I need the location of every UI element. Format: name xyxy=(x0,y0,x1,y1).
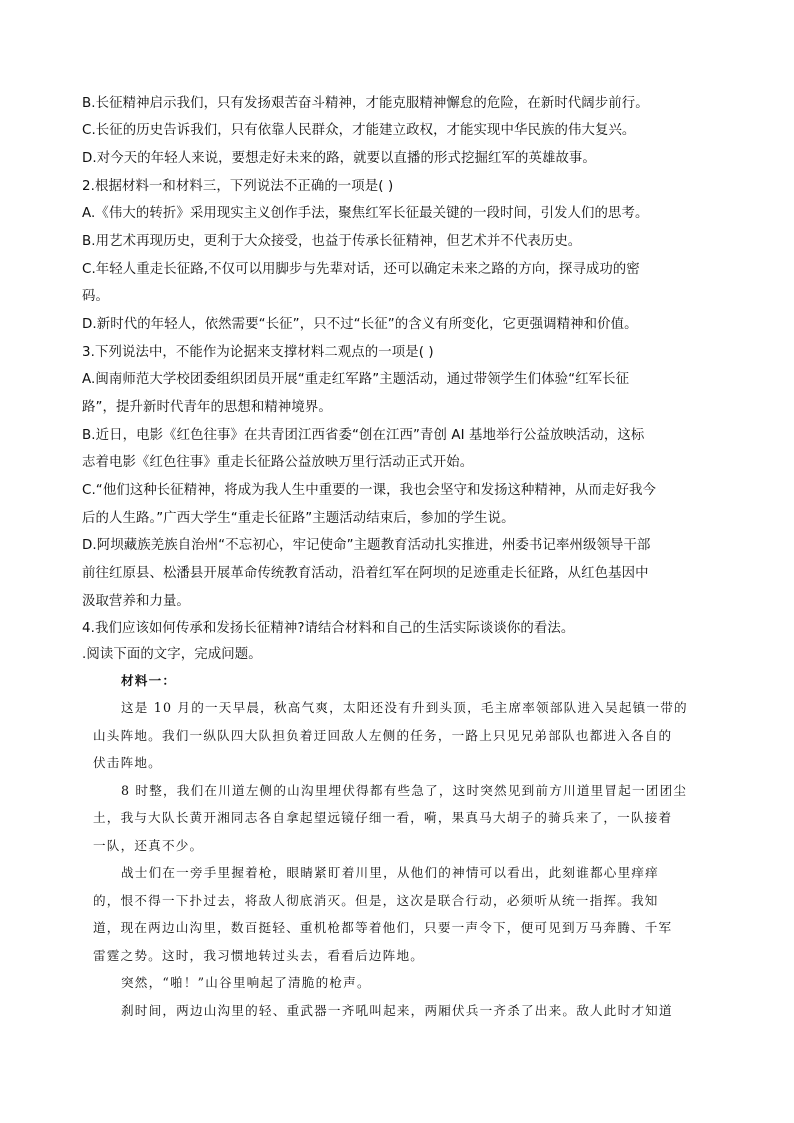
passage-p2-line2: 土，我与大队长黄开湘同志各自拿起望远镜仔细一看，嗬，果真马大胡子的骑兵来了，一队接着 xyxy=(93,810,673,825)
q1-option-d: D.对今天的年轻人来说，要想走好未来的路，就要以直播的形式挖掘红军的英雄故事。 xyxy=(82,151,596,166)
passage-p2-line3: 一队，还真不少。 xyxy=(93,838,204,853)
q1-option-c: C.长征的历史告诉我们，只有依靠人民群众，才能建立政权，才能实现中华民族的伟大复兴。 xyxy=(82,123,636,138)
q3-option-c-line1: C.“他们这种长征精神，将成为我人生中重要的一课，我也会坚守和发扬这种精神，从而走好我今 xyxy=(82,483,656,498)
q4-stem: 4.我们应该如何传承和发扬长征精神?请结合材料和自己的生活实际谈谈你的看法。 xyxy=(82,621,575,636)
q2-stem: 2.根据材料一和材料三，下列说法不正确的一项是( ) xyxy=(82,179,394,194)
passage-p3-line3: 道，现在两边山沟里，数百挺轻、重机枪都等着他们，只要一声令下，便可见到万马奔腾、千军 xyxy=(93,920,673,935)
q3-option-a-line2: 路”，提升新时代青年的思想和精神境界。 xyxy=(82,400,332,415)
q2-option-a: A.《伟大的转折》采用现实主义创作手法，聚焦红军长征最关键的一段时间，引发人们的思考。 xyxy=(82,206,649,221)
q3-option-c-line2: 后的人生路。”广西大学生“重走长征路”主题活动结束后，参加的学生说。 xyxy=(82,511,515,526)
q2-option-b: B.用艺术再现历史，更利于大众接受，也益于传承长征精神，但艺术并不代表历史。 xyxy=(82,234,582,249)
passage-p1-line2: 山头阵地。我们一纵队四大队担负着迂回敌人左侧的任务，一路上只见兄弟部队也都进入各自的 xyxy=(93,728,673,743)
passage-p1-line3: 伏击阵地。 xyxy=(93,755,162,770)
passage-p3-line1: 战士们在一旁手里握着枪，眼睛紧盯着川里，从他们的神情可以看出，此刻谁都心里痒痒 xyxy=(121,865,659,880)
q2-option-d: D.新时代的年轻人，依然需要“长征”，只不过“长征”的含义有所变化，它更强调精神和价值。 xyxy=(82,317,638,332)
q2-option-c-line1: C.年轻人重走长征路,不仅可以用脚步与先辈对话，还可以确定未来之路的方向，探寻成功的密 xyxy=(82,262,640,277)
q3-option-b-line1: B.近日，电影《红色往事》在共青团江西省委“创在江西”青创 AI 基地举行公益放映活动，这标 xyxy=(82,428,645,443)
reading-intro: .阅读下面的文字，完成问题。 xyxy=(82,647,262,662)
q3-stem: 3.下列说法中，不能作为论据来支撑材料二观点的一项是( ) xyxy=(82,345,434,360)
passage-p2-line1: 8 时整，我们在川道左侧的山沟里埋伏得都有些急了，这时突然见到前方川道里冒起一团团尘 xyxy=(121,783,688,798)
passage-p4: 突然，“啪！”山谷里响起了清脆的枪声。 xyxy=(121,975,371,990)
q3-option-a-line1: A.闽南师范大学校团委组织团员开展“重走红军路”主题活动，通过带领学生们体验“红军长征 xyxy=(82,372,630,387)
passage-p5-line1: 刹时间，两边山沟里的轻、重武器一齐吼叫起来，两厢伏兵一齐杀了出来。敌人此时才知道 xyxy=(121,1003,673,1018)
material-title: 材料一： xyxy=(121,673,177,688)
q3-option-d-line1: D.阿坝藏族羌族自治州“不忘初心，牢记使命”主题教育活动扎实推进，州委书记率州级领导干部 xyxy=(82,538,651,553)
passage-p3-line4: 雷霆之势。这时，我习惯地转过头去，看看后边阵地。 xyxy=(93,948,425,963)
q3-option-b-line2: 志着电影《红色往事》重走长征路公益放映万里行活动正式开始。 xyxy=(82,455,474,470)
q3-option-d-line3: 汲取营养和力量。 xyxy=(82,594,190,609)
q2-option-c-line2: 码。 xyxy=(82,289,109,304)
passage-p1-line1: 这是 10 月的一天早晨，秋高气爽，太阳还没有升到头顶，毛主席率领部队进入吴起镇一带的 xyxy=(121,700,688,715)
q1-option-b: B.长征精神启示我们，只有发扬艰苦奋斗精神，才能克服精神懈怠的危险，在新时代阔步前行。 xyxy=(82,96,649,111)
passage-p3-line2: 的，恨不得一下扑过去，将敌人彻底消灭。但是，这次是联合行动，必须听从统一指挥。我知 xyxy=(93,893,659,908)
q3-option-d-line2: 前往红原县、松潘县开展革命传统教育活动，沿着红军在阿坝的足迹重走长征路，从红色基因中 xyxy=(82,566,649,581)
